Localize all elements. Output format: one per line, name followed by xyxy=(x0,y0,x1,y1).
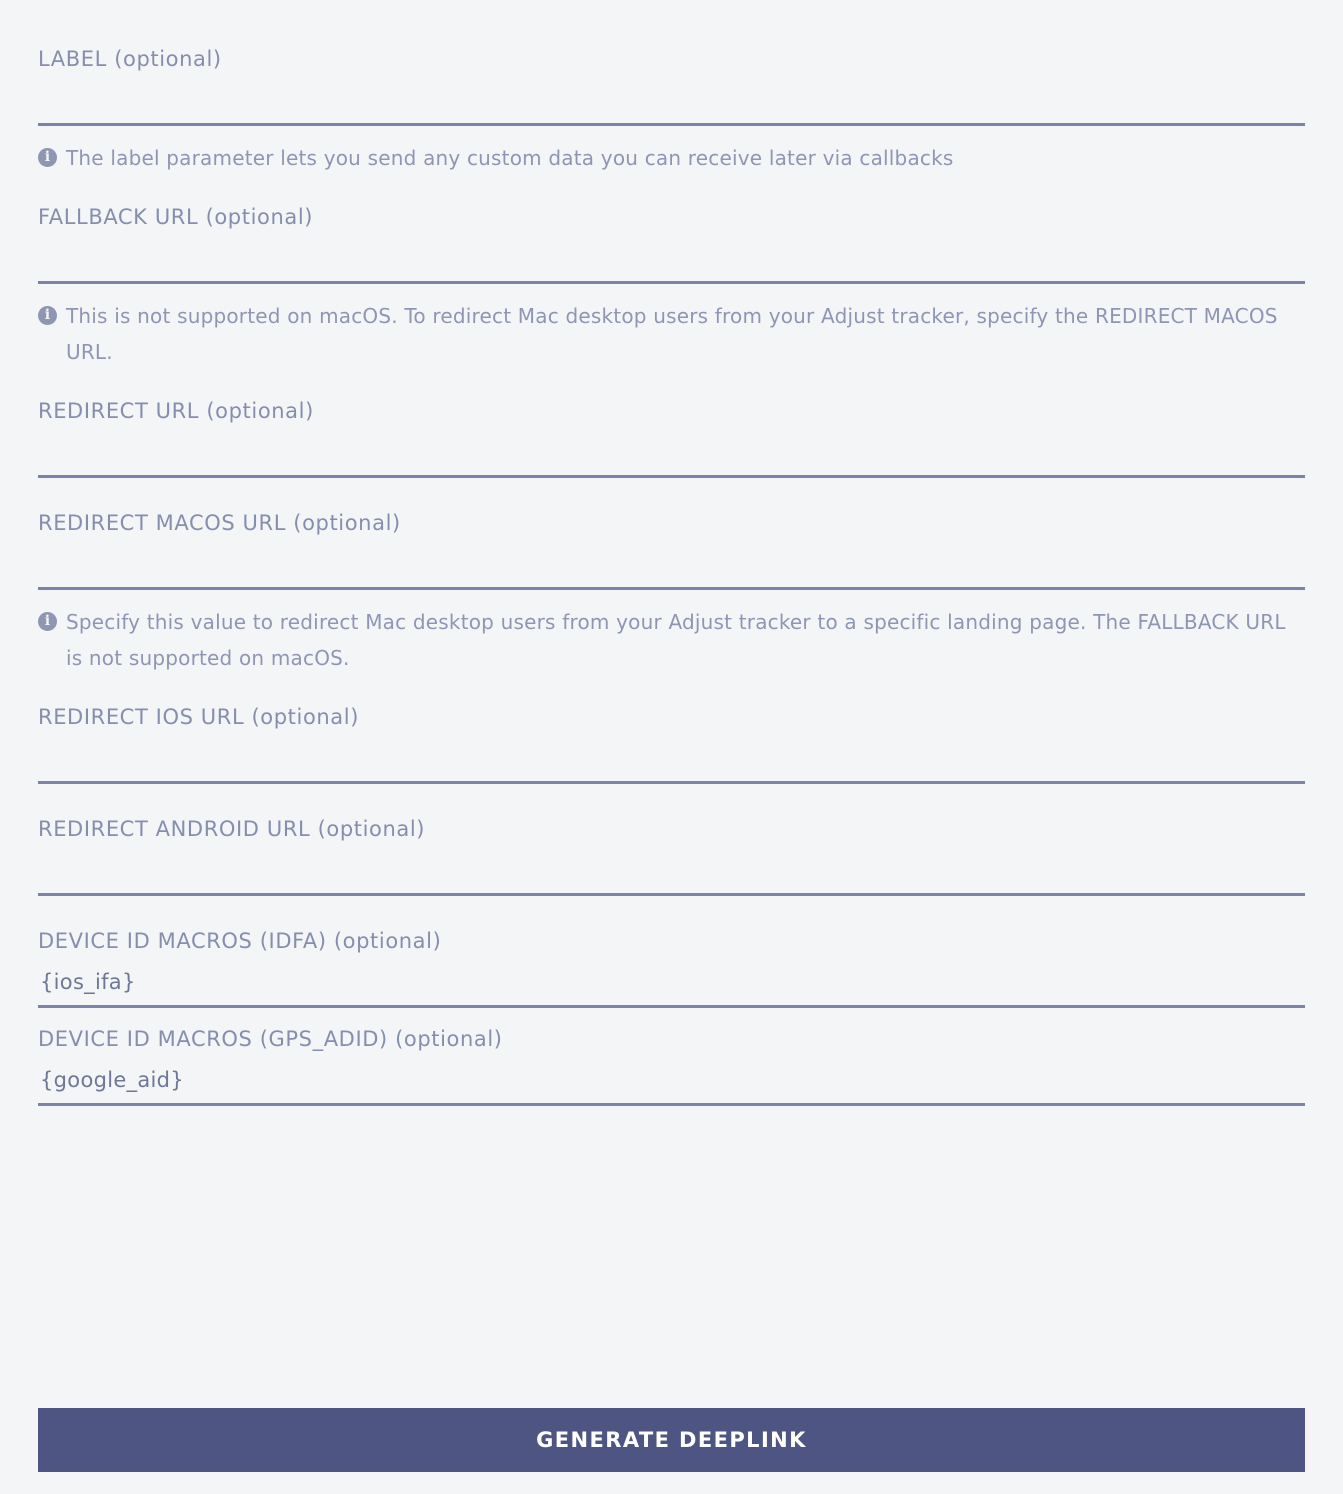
device-id-macros-gps-adid-input[interactable] xyxy=(38,1060,1309,1103)
field-underline xyxy=(38,123,1305,126)
field-hint-label xyxy=(38,128,1305,188)
field-redirect-android-url-caption: REDIRECT ANDROID URL (optional) xyxy=(38,817,426,841)
spacer xyxy=(38,480,1305,494)
field-hint-redirect-macos-url xyxy=(38,592,1305,688)
hint-text: The label parameter lets you send any custom data you can receive later via callbacks xyxy=(66,146,954,170)
redirect-url-input[interactable] xyxy=(38,432,1309,475)
hint-text: Specify this value to redirect Mac desktop users from your Adjust tracker to a specific landing page. The FALLBACK URL is not supported on macOS. xyxy=(66,610,1286,670)
field-device-id-macros-idfa xyxy=(38,912,1305,1008)
field-redirect-ios-url-caption: REDIRECT IOS URL (optional) xyxy=(38,705,360,729)
field-label-caption: LABEL (optional) xyxy=(38,47,222,71)
field-redirect-url xyxy=(38,382,1305,494)
field-redirect-ios-url xyxy=(38,688,1305,800)
field-underline xyxy=(38,587,1305,590)
field-fallback-url-caption: FALLBACK URL (optional) xyxy=(38,205,314,229)
field-redirect-url-caption: REDIRECT URL (optional) xyxy=(38,399,314,423)
redirect-ios-url-input[interactable] xyxy=(38,738,1309,781)
field-device-id-macros-gps-adid xyxy=(38,1010,1305,1106)
field-underline xyxy=(38,1005,1305,1008)
field-device-id-macros-gps-adid-caption: DEVICE ID MACROS (GPS_ADID) (optional) xyxy=(38,1027,503,1051)
field-underline xyxy=(38,281,1305,284)
form-footer xyxy=(38,1390,1305,1494)
field-redirect-android-url xyxy=(38,800,1305,912)
field-fallback-url xyxy=(38,188,1305,382)
deeplink-form xyxy=(38,0,1305,1390)
spacer xyxy=(38,786,1305,800)
field-underline xyxy=(38,781,1305,784)
redirect-macos-url-input[interactable] xyxy=(38,544,1309,587)
field-redirect-macos-url-caption: REDIRECT MACOS URL (optional) xyxy=(38,511,401,535)
field-underline xyxy=(38,1103,1305,1106)
field-label xyxy=(38,30,1305,188)
field-device-id-macros-idfa-caption: DEVICE ID MACROS (IDFA) (optional) xyxy=(38,929,442,953)
generate-deeplink-button[interactable]: GENERATE DEEPLINK xyxy=(38,1408,1305,1472)
fallback-url-input[interactable] xyxy=(38,238,1309,281)
field-hint-fallback-url xyxy=(38,286,1305,382)
info-icon: i xyxy=(38,306,57,325)
info-icon: i xyxy=(38,612,57,631)
field-underline xyxy=(38,475,1305,478)
field-underline xyxy=(38,893,1305,896)
redirect-android-url-input[interactable] xyxy=(38,850,1309,893)
label-input[interactable] xyxy=(38,80,1309,123)
device-id-macros-idfa-input[interactable] xyxy=(38,962,1309,1005)
spacer xyxy=(38,898,1305,912)
hint-text: This is not supported on macOS. To redirect Mac desktop users from your Adjust tracker, specify the REDIRECT MACOS URL. xyxy=(66,304,1278,364)
info-icon: i xyxy=(38,148,57,167)
field-redirect-macos-url xyxy=(38,494,1305,688)
